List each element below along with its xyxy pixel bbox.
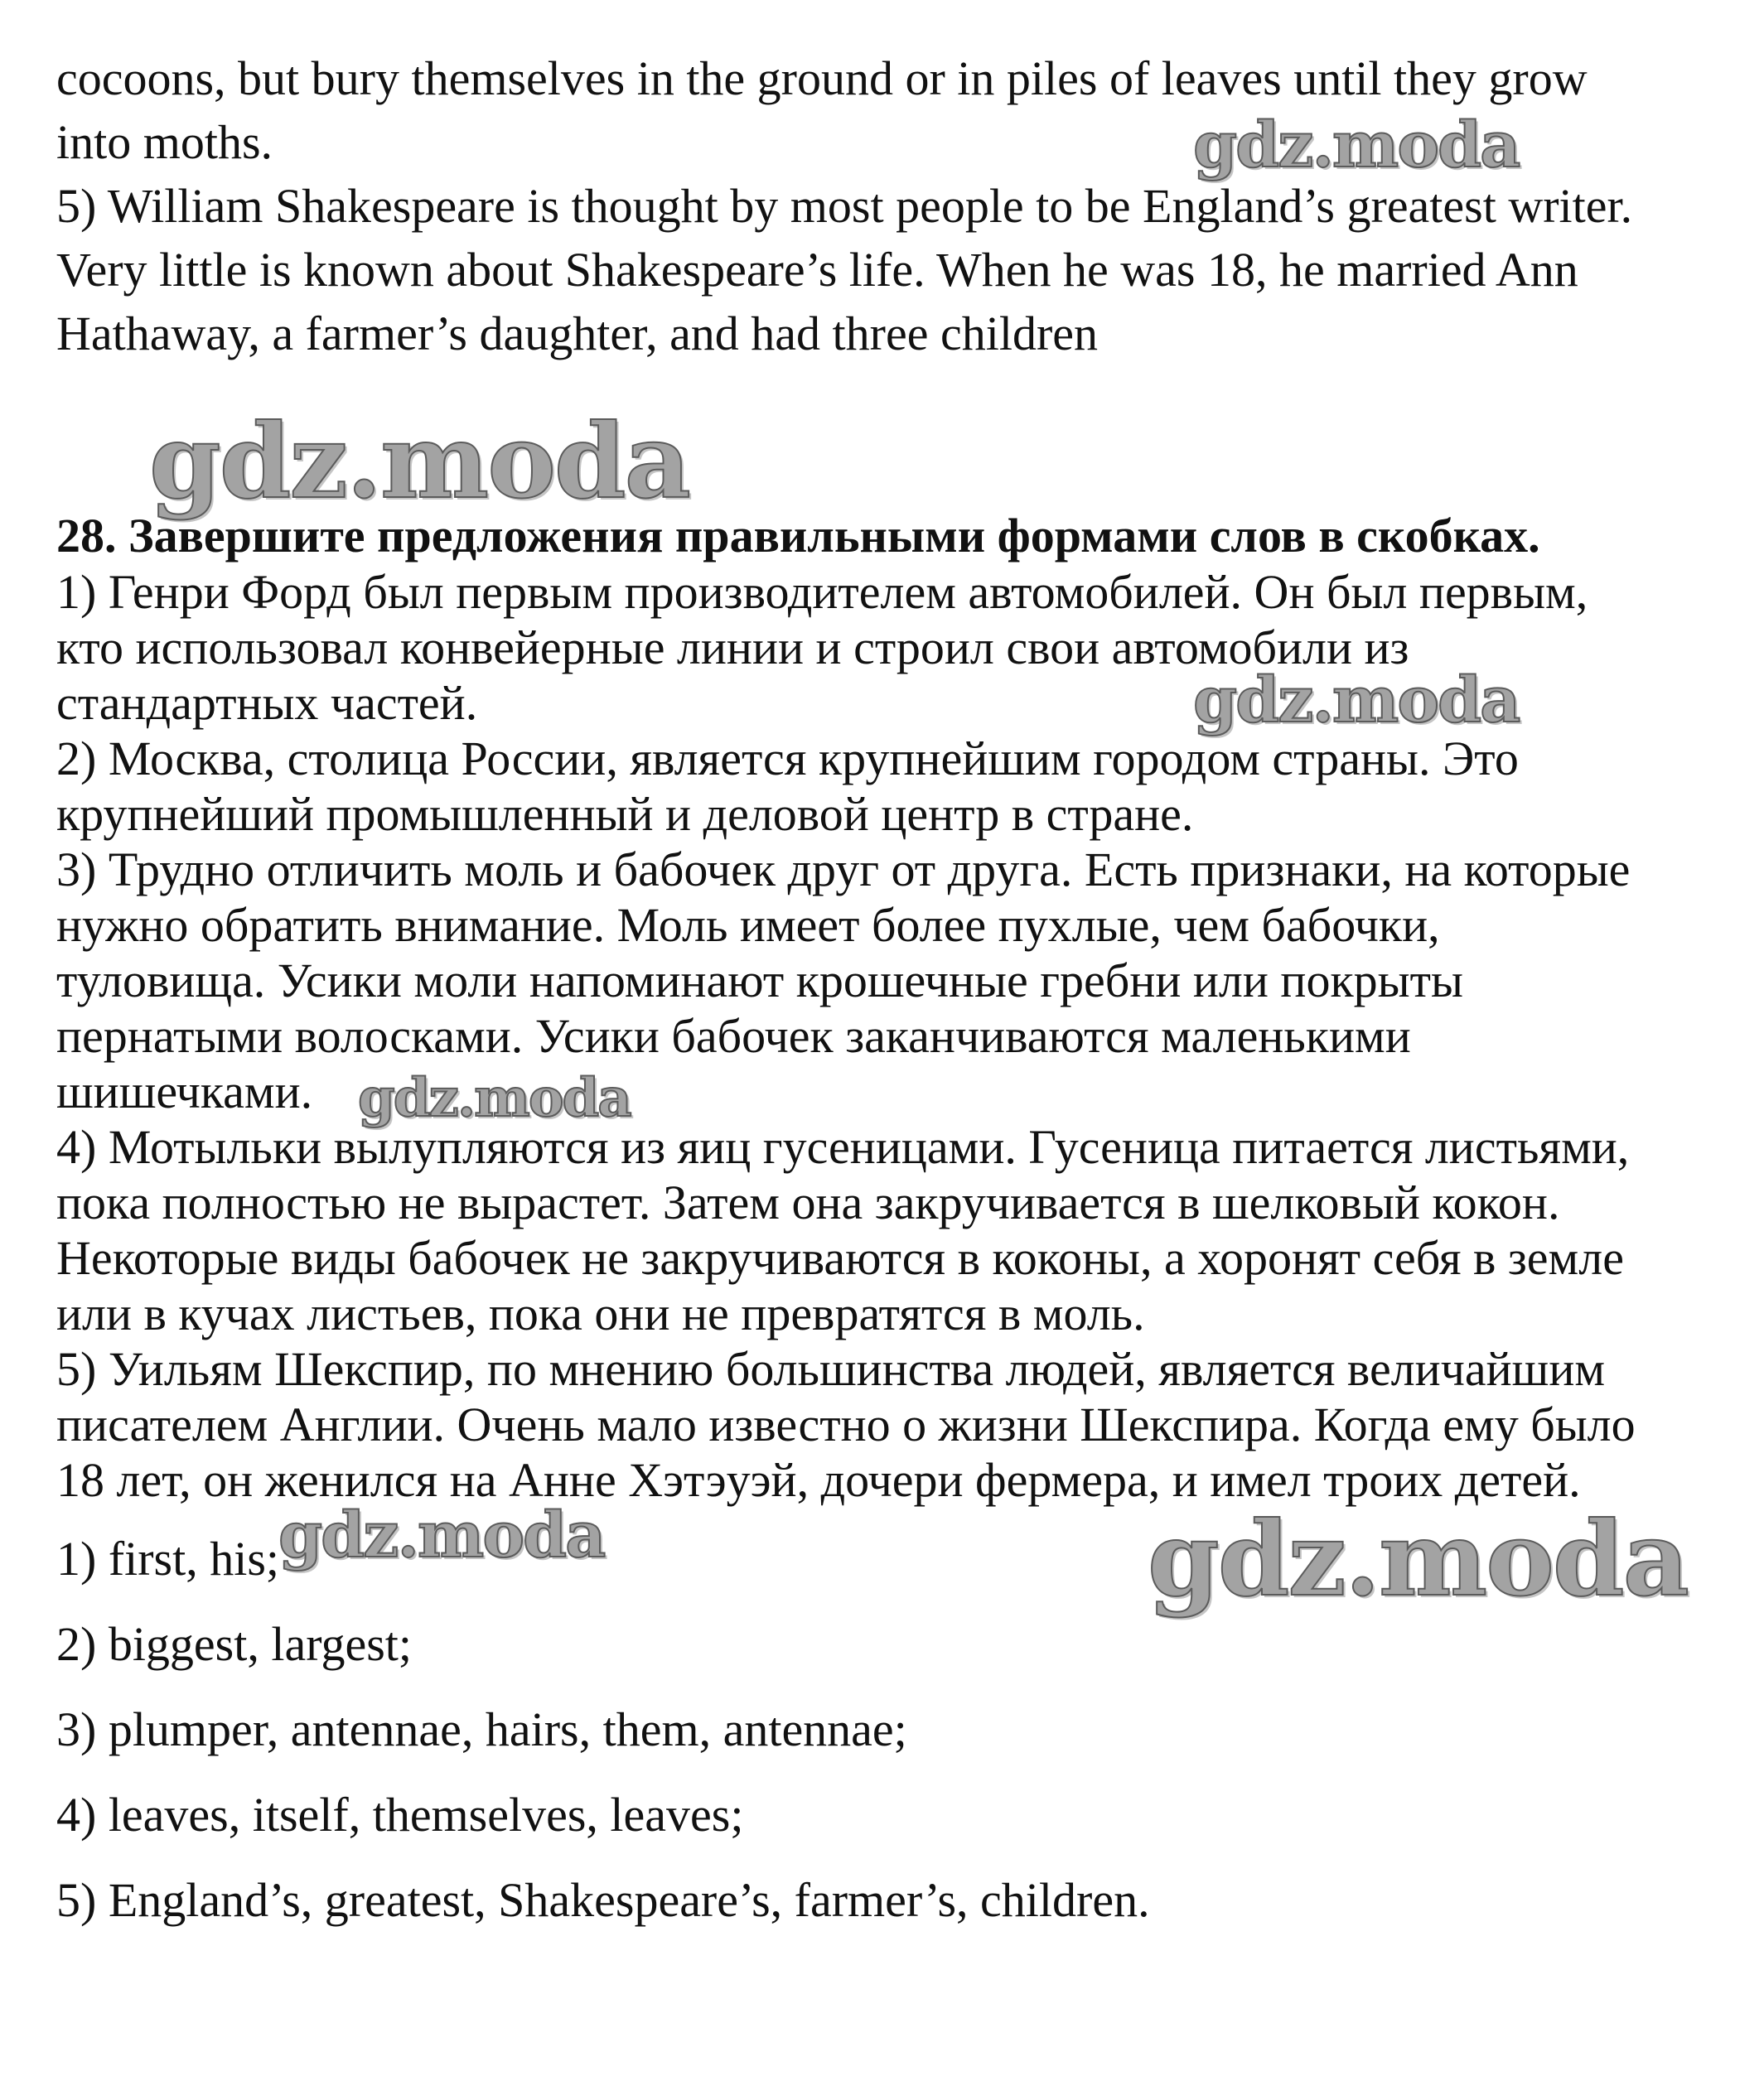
exercise-line: стандартных частей.: [56, 676, 478, 730]
exercise-line: крупнейший промышленный и деловой центр в стране.: [56, 787, 1194, 841]
watermark: gdz.moda: [278, 1498, 605, 1572]
exercise-line: пока полностью не вырастет. Затем она закручивается в шелковый кокон.: [56, 1176, 1560, 1229]
exercise-line: шишечками.: [56, 1065, 313, 1118]
exercise-line: нужно обратить внимание. Моль имеет более пухлые, чем бабочки,: [56, 898, 1440, 952]
exercise-line: Некоторые виды бабочек не закручиваются в коконы, а хоронят себя в земле: [56, 1231, 1624, 1285]
exercise-line: 18 лет, он женился на Анне Хэтэуэй, дочери фермера, и имел троих детей.: [56, 1453, 1581, 1507]
exercise-line: 2) Москва, столица России, является крупнейшим городом страны. Это: [56, 731, 1519, 785]
exercise-line: туловища. Усики моли напоминают крошечные гребни или покрыты: [56, 954, 1463, 1007]
watermark: gdz.moda: [149, 402, 689, 522]
exercise-line: 5) Уильям Шекспир, по мнению большинства людей, является величайшим: [56, 1342, 1606, 1396]
watermark: gdz.moda: [1193, 108, 1520, 181]
english-line: 5) William Shakespeare is thought by most people to be England’s greatest writer.: [56, 179, 1633, 233]
watermark: gdz.moda: [1193, 663, 1520, 736]
english-line: into moths.: [56, 115, 273, 169]
exercise-line: 3) Трудно отличить моль и бабочек друг от друга. Есть признаки, на которые: [56, 843, 1631, 896]
answer-line: 3) plumper, antennae, hairs, them, antennae;: [56, 1702, 907, 1756]
english-line: Hathaway, a farmer’s daughter, and had three children: [56, 307, 1098, 360]
watermark: gdz.moda: [358, 1067, 631, 1129]
answer-line: 2) biggest, largest;: [56, 1617, 413, 1671]
english-line: Very little is known about Shakespeare’s life. When he was 18, he married Ann: [56, 243, 1578, 297]
exercise-line: или в кучах листьев, пока они не превратятся в моль.: [56, 1287, 1145, 1340]
answer-line: 1) first, his;: [56, 1532, 280, 1586]
english-line: cocoons, but bury themselves in the ground or in piles of leaves until they grow: [56, 51, 1588, 105]
exercise-heading: 28. Завершите предложения правильными формами слов в скобках.: [56, 509, 1540, 562]
answer-line: 5) England’s, greatest, Shakespeare’s, farmer’s, children.: [56, 1873, 1150, 1927]
watermark: gdz.moda: [1148, 1499, 1688, 1620]
exercise-line: писателем Англии. Очень мало известно о жизни Шекспира. Когда ему было: [56, 1398, 1636, 1451]
exercise-line: пернатыми волосками. Усики бабочек заканчиваются маленькими: [56, 1009, 1411, 1063]
exercise-line: 1) Генри Форд был первым производителем автомобилей. Он был первым,: [56, 565, 1588, 619]
answer-line: 4) leaves, itself, themselves, leaves;: [56, 1788, 744, 1842]
exercise-line: кто использовал конвейерные линии и строил свои автомобили из: [56, 620, 1409, 674]
exercise-line: 4) Мотыльки вылупляются из яиц гусеницами. Гусеница питается листьями,: [56, 1120, 1630, 1174]
